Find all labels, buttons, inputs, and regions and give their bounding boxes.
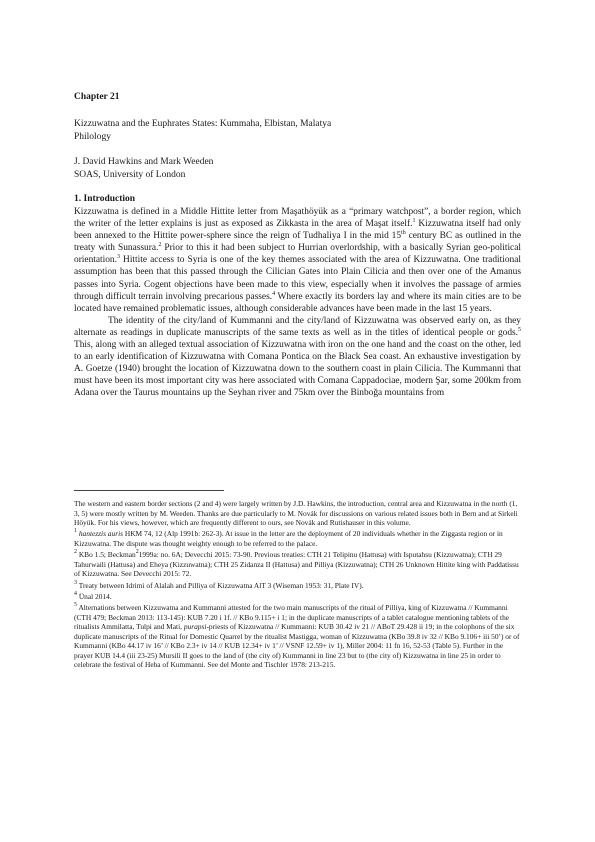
footnote-rule <box>74 490 224 491</box>
chapter-title <box>74 118 521 143</box>
affiliation: SOAS, University of London <box>74 169 186 180</box>
section-heading: 1. Introduction <box>74 194 136 204</box>
footnote-1: $^1$ hantezzis auris HKM 74, 12 (Alp 1991b: 262-3). At issue in the letter are the deployment of 20 individuals whether in the Ziggasta region or in Kizzuwatna. The dispute was thought weighty enough to be referred to the palace. <box>74 528 503 548</box>
footnote-5: $^5$ Alternations between Kizzuwatna and Kummanni attested for the two main manuscripts of the ritual of Pilliya, king of Kizzuwatna // Kummanni (CTH 479; Beckman 2013: 113-145): KUB 7.20 i 1f. // KBo 9.115+ i 1; in the duplicate manuscripts of a tablet catalogue mentioning tablets of the ritualists Ammilatta, Tulpi and Mati, purapsi-priests of Kizzuwatna // Kummanni: KUB 30.42 iv 21 // ABoT 29.428 ii 19; in the colophons of the six duplicate manuscripts of the Ritual for Domestic Quarrel by the ritualist Mastigga, woman of Kizzuwatna (KBo 39.8 iv 32 // KBo 9.106+ iii 50’) or of Kummanni (KBo 44.17 iv 16’ // KBo 2.3+ iv 14 // KUB 12.34+ iv 1’ // VSNF 12.59+ iv 1), Miller 2004: 11 fn 16, 52-53 (Table 5). Further in the prayer KUB 14.4 (iii 23-25) Mursili II goes to the land of (the city of) Kummanni in line 23 but to (the city of) Kizzuwatna in line 25 in order to celebrate the festival of Heba of Kummanni. See del Monte and Tischler 1978: 213-215. <box>74 601 520 670</box>
footnote-ref-1[interactable]: 1 <box>412 218 416 225</box>
body-text <box>74 206 521 400</box>
footnote-ref-5[interactable]: 5 <box>518 326 521 333</box>
footnote-ref-4[interactable]: 4 <box>272 290 276 297</box>
footnote-4: $^4$ Ünal 2014. <box>74 590 112 601</box>
footnote-intro: The western and eastern border sections (2 and 4) were largely written by J.D. Hawkins, the introduction, central area and Kizzuwatna in the north (1, 3, 5) were mostly written by M. Weeden. Thanks are due particularly to M. Novák for discussions on various related issues both in Bern and at Sirkeli Höyük. For his views, however, which are frequently different to ours, see Novák and Rutishauser in this volume. <box>74 499 518 528</box>
paragraph-2: The identity of the city/land of Kummanni and the city/land of Kizzuwatna was observed early on, as they alternate as readings in duplicate manuscripts of the same texts as well as in the titles of identical people or gods.$^5$ This, along with an alleged textual association of Kizzuwatna with iron on the one hand and the coast on the other, led to an early identification of Kizzuwatna with Comana Pontica on the Black Sea coast. An exhaustive investigation by A. Goetze (1940) brought the location of Kizzuwatna down to the southern coast in plain Cilicia. The Kummanni that must have been its most important city was here associated with Comana Cappadociae, modern Şar, some 200km from Adana over the Taurus mountains up the Seyhan river and 75km over the Binboğa mountains from <box>74 315 521 399</box>
author-block <box>74 156 521 181</box>
authors: J. David Hawkins and Mark Weeden <box>74 157 214 167</box>
chapter-label: Chapter 21 <box>74 92 120 102</box>
paragraph-1: Kizzuwatna is defined in a Middle Hittite letter from Maşathöyük as a “primary watchpost”, a border region, which the writer of the letter explains is just as exposed as Zikkasta in the area of Maşat itself.$^1$ Kizzuwatna itself had only been annexed to the Hittite power-sphere since the reign of Tudhaliya I in the mid 15th century BC as outlined in the treaty with Sunassura.$^2$ Prior to this it had been subject to Hurrian overlordship, with a basically Syrian geo-political orientation.$^3$ Hittite access to Syria is one of the key themes associated with the area of Kizzuwatna. One traditional assumption has been that this passed through the Cilician Gates into Plain Cilicia and then over one of the Amanus passes into Syria. Cogent objections have been made to this view, especially when it involves the passage of armies through difficult terrain involving precarious passes.$^4$ Where exactly its borders lay and where its main cities are to be located have remained problematic issues, although considerable advances have been made in the last 15 years. <box>74 207 522 314</box>
footnote-ref-2[interactable]: 2 <box>158 242 162 249</box>
footnote-3: $^3$ Treaty between Idrimi of Alalah and Pilliya of Kizzuwatna AlT 3 (Wiseman 1953: 31, Plate IV). <box>74 579 364 590</box>
footnotes <box>74 499 521 670</box>
footnote-2: $^2$ KBo 1.5; Beckman$^2$1999a: no. 6A; Devecchi 2015: 73-90. Previous treaties: CTH 21 Telipinu (Hattusa) with Isputahsu (Kizzuwatna); CTH 29 Tahurwaili (Hattusa) and Eheya (Kizzuwatna); CTH 25 Zidanza II (Hattusa) and Pilliya (Kizzuwatna); CTH 26 Unknown Hittite king with Paddatissu of Kizzuwatna. See Devecchi 2015: 72. <box>74 549 519 579</box>
title-line-1: Kizzuwatna and the Euphrates States: Kummaha, Elbistan, Malatya <box>74 119 332 129</box>
title-line-2: Philology <box>74 131 111 142</box>
footnote-ref-3[interactable]: 3 <box>116 254 120 261</box>
